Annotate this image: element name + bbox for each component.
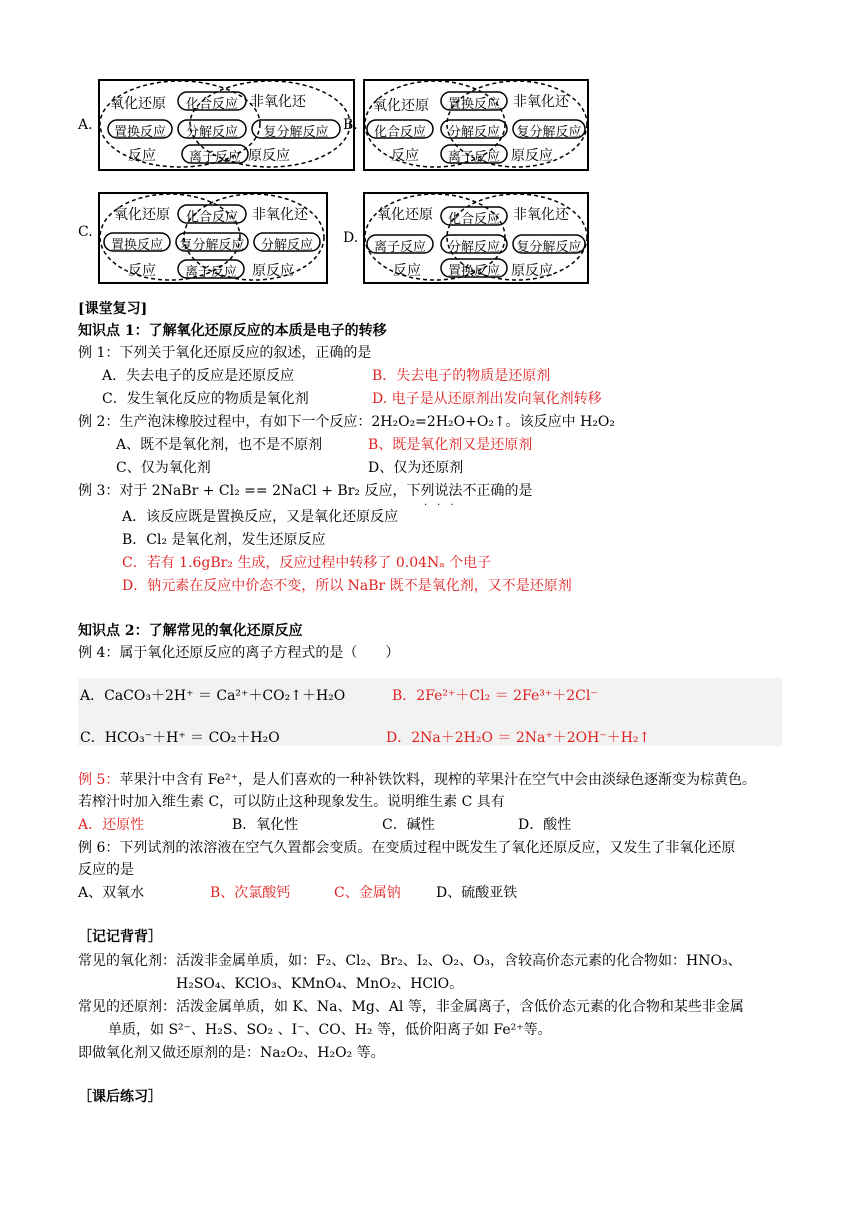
ex4-stem: 例 4：属于氧化还原反应的离子方程式的是（ ） (78, 645, 400, 661)
after-class-heading: ［课后练习］ (78, 1089, 162, 1105)
memo-both: 即做氧化剂又做还原剂的是：Na₂O₂、H₂O₂ 等。 (78, 1045, 385, 1061)
ex3-option-b: B．Cl₂ 是氧化剂，发生还原反应 (122, 532, 326, 548)
ex6-option-a: A、双氧水 (78, 885, 145, 901)
ex5-label: 例 5： (78, 772, 120, 788)
pill-mid-left: 置换反应 (113, 125, 166, 140)
ex6-line1: 例 6：下列试剂的浓溶液在空气久置都会变质。在变质过程中既发生了氧化还原反应，又发生了非氧化还原 (78, 840, 736, 856)
ex1-option-a: A．失去电子的反应是还原反应 (102, 368, 295, 384)
ex5-option-b: B．氧化性 (232, 817, 299, 833)
pill-bottom: 置换反应 (447, 264, 500, 279)
ex3-option-c: C．若有 1.6gBr₂ 生成，反应过程中转移了 0.04Nₐ 个电子 (122, 555, 492, 571)
ex5-text1: 苹果汁中含有 Fe²⁺，是人们喜欢的一种补铁饮料，现榨的苹果汁在空气中会由淡绿色逐渐变为棕黄色。 (119, 772, 757, 788)
diagram-label: A. (78, 117, 93, 133)
pill-top: 置换反应 (447, 97, 500, 112)
ex4-option-d: D．2Na＋2H₂O ＝ 2Na⁺＋2OH⁻＋H₂↑ (386, 730, 651, 746)
ex2-stem (78, 411, 615, 431)
memo-reductants-line2: 单质，如 S²⁻、H₂S、SO₂ 、I⁻、CO、H₂ 等，低价阳离子如 Fe²⁺等。 (108, 1022, 552, 1038)
diagram-left-bottom: 反应 (391, 148, 419, 164)
diagram-label: B. (343, 117, 358, 133)
diagram-label: D. (343, 230, 359, 246)
ex6-option-b: B、次氯酸钙 (210, 885, 291, 901)
kp1-heading: 知识点 1：了解氧化还原反应的本质是电子的转移 (78, 323, 387, 339)
ex2-stem-prefix: 例 2：生产泡沫橡胶过程中，有如下一个反应： (78, 414, 372, 430)
ex2-option-c: C、仅为氧化剂 (116, 460, 211, 476)
diagram-left-bottom: 反应 (393, 263, 421, 279)
diagram-right-bottom: 原反应 (252, 263, 294, 279)
diagram-right-text: 非氧化还 (513, 207, 569, 223)
pill-mid-left: 置换反应 (110, 238, 163, 253)
pill-bottom: 离子反应 (188, 150, 241, 165)
diagram-right-bottom: 原反应 (248, 148, 290, 164)
ex4-option-b: B．2Fe²⁺＋Cl₂ ＝ 2Fe³⁺＋2Cl⁻ (392, 688, 598, 704)
memo-heading: ［记记背背］ (78, 929, 162, 945)
pill-mid-center: 分解反应 (185, 125, 238, 140)
pill-bottom: 离子反应 (184, 265, 237, 280)
ex2-option-d: D、仅为还原剂 (368, 460, 464, 476)
ex4-option-a: A．CaCO₃＋2H⁺ ＝ Ca²⁺＋CO₂↑＋H₂O (80, 688, 346, 704)
kp2-heading: 知识点 2：了解常见的氧化还原反应 (78, 623, 303, 639)
diagram-right-bottom: 原反应 (511, 263, 553, 279)
ex3-option-d: D．钠元素在反应中价态不变，所以 NaBr 既不是氧化剂，又不是还原剂 (122, 578, 572, 594)
ex2-stem-equation: 2H₂O₂=2H₂O+O₂↑。该反应中 H₂O₂ (371, 414, 616, 430)
ex5-line1 (78, 769, 756, 789)
diagram-left-bottom: 反应 (128, 263, 156, 279)
ex6-option-d: D、硫酸亚铁 (436, 885, 518, 901)
pill-mid-center: 复分解反应 (179, 238, 245, 253)
memo-oxidants-line1: 常见的氧化剂：活泼非金属单质，如：F₂、Cl₂、Br₂、I₂、O₂、O₃，含较高价态元素的化合物如：HNO₃、 (78, 953, 742, 969)
emphasis-dots: · · · (424, 500, 454, 511)
ex5-option-a: A．还原性 (78, 817, 145, 833)
memo-reductants-line1: 常见的还原剂：活泼金属单质，如 K、Na、Mg、Al 等，非金属离子，含低价态元素的化合物和某些非金属 (78, 999, 744, 1015)
pill-top: 化合反应 (185, 97, 238, 112)
pill-mid-right: 复分解反应 (516, 125, 582, 140)
ex3-option-a: A．该反应既是置换反应，又是氧化还原反应 (122, 509, 399, 525)
diagram-right-text: 非氧化还 (252, 207, 308, 223)
review-heading: [课堂复习] (78, 301, 148, 317)
ex1-option-d: D. 电子是从还原剂出发向氧化剂转移 (372, 391, 602, 407)
pill-mid-left: 离子反应 (373, 240, 426, 255)
diagram-right-text: 非氧化还 (513, 94, 569, 110)
ex3-stem: 例 3：对于 2NaBr + Cl₂ == 2NaCl + Br₂ 反应，下列说法不正确的是 (78, 483, 533, 499)
ex1-option-c: C．发生氧化反应的物质是氧化剂 (102, 391, 309, 407)
memo-oxidants-line2: H₂SO₄、KClO₃、KMnO₄、MnO₂、HClO。 (176, 976, 464, 992)
ex6-option-c: C、金属钠 (334, 885, 401, 901)
diagram-right-text: 非氧化还 (250, 94, 306, 110)
pill-mid-right: 分解反应 (260, 238, 313, 253)
pill-mid-center: 分解反应 (447, 240, 500, 255)
pill-mid-center: 分解反应 (447, 125, 500, 140)
pill-top: 化合反应 (185, 210, 238, 225)
ex2-option-b: B、既是氧化剂又是还原剂 (368, 437, 533, 453)
diagram-right-bottom: 原反应 (511, 148, 553, 164)
ex4-option-c: C．HCO₃⁻＋H⁺ ＝ CO₂＋H₂O (80, 730, 280, 746)
diagram-left-text: 氧化还原 (114, 207, 170, 223)
diagram-left-text: 氧化还原 (373, 98, 429, 114)
pill-mid-right: 复分解反应 (263, 125, 329, 140)
diagram-label: C. (78, 224, 93, 240)
ex5-option-d: D．酸性 (518, 817, 572, 833)
ex2-option-a: A、既不是氧化剂，也不是不原剂 (116, 437, 323, 453)
ex1-stem: 例 1：下列关于氧化还原反应的叙述，正确的是 (78, 345, 372, 361)
pill-mid-left: 化合反应 (373, 125, 426, 140)
ex1-option-b: B．失去电子的物质是还原剂 (372, 368, 551, 384)
diagram-left-text: 氧化还原 (110, 96, 166, 112)
diagram-left-text: 氧化还原 (377, 207, 433, 223)
ex6-line2: 反应的是 (78, 862, 134, 878)
pill-bottom: 离子反应 (447, 150, 500, 165)
ex5-option-c: C．碱性 (382, 817, 435, 833)
pill-top: 化合反应 (447, 212, 500, 227)
ex5-line2: 若榨汁时加入维生素 C，可以防止这种现象发生。说明维生素 C 具有 (78, 794, 505, 810)
diagram-left-bottom: 反应 (128, 148, 156, 164)
pill-mid-right: 复分解反应 (516, 240, 582, 255)
